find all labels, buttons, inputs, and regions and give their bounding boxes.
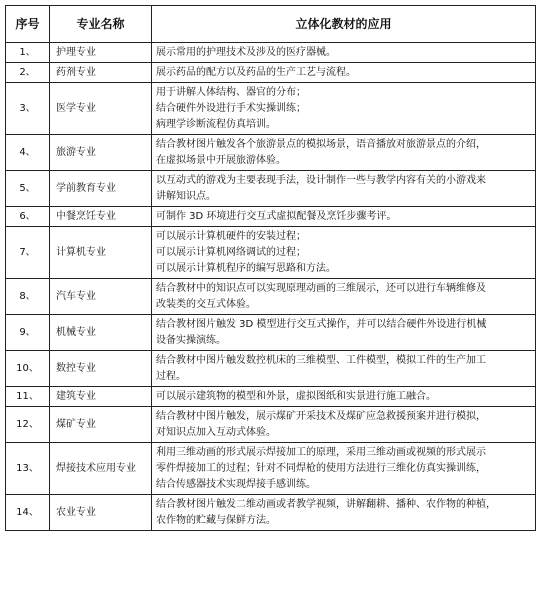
description-line: 设备实操演练。: [156, 334, 226, 346]
table-row: [6, 315, 536, 351]
description-line: 可以展示建筑物的模型和外景，虚拟图纸和实景进行施工融合。: [156, 390, 436, 402]
table-body: [6, 43, 536, 531]
description-line: 病理学诊断流程仿真培训。: [156, 118, 276, 130]
table-row: [6, 387, 536, 407]
table-row: [6, 351, 536, 387]
description-line: 过程。: [156, 370, 186, 382]
table-row: [6, 443, 536, 495]
major-name: 数控专业: [50, 351, 152, 387]
application-description: [152, 443, 536, 495]
row-number: 10、: [6, 351, 50, 387]
row-number: 1、: [6, 43, 50, 63]
row-number: 12、: [6, 407, 50, 443]
table-row: [6, 43, 536, 63]
application-description: [152, 207, 536, 227]
application-description: [152, 387, 536, 407]
major-name: 汽车专业: [50, 279, 152, 315]
application-description: [152, 43, 536, 63]
row-number: 8、: [6, 279, 50, 315]
major-name: 医学专业: [50, 83, 152, 135]
description-line: 用于讲解人体结构、器官的分布；: [156, 86, 306, 98]
description-line: 结合传感器技术实现焊接手感训练。: [156, 478, 316, 490]
major-name: 焊接技术应用专业: [50, 443, 152, 495]
description-line: 讲解知识点。: [156, 190, 216, 202]
description-line: 以互动式的游戏为主要表现手法，设计制作一些与教学内容有关的小游戏来: [156, 174, 486, 186]
table-row: [6, 279, 536, 315]
description-line: 结合教材图片触发二维动画或者教学视频，讲解翻耕、播种、农作物的种植，: [156, 498, 496, 510]
application-description: [152, 83, 536, 135]
row-number: 14、: [6, 495, 50, 531]
table-row: [6, 63, 536, 83]
description-line: 可以展示计算机程序的编写思路和方法。: [156, 262, 336, 274]
description-line: 结合教材中的知识点可以实现原理动画的三维展示，还可以进行车辆维修及: [156, 282, 486, 294]
major-name: 护理专业: [50, 43, 152, 63]
row-number: 9、: [6, 315, 50, 351]
major-name: 农业专业: [50, 495, 152, 531]
header-application: 立体化教材的应用: [152, 6, 536, 43]
table-header-row: [6, 6, 536, 43]
description-line: 可以展示计算机网络调试的过程；: [156, 246, 306, 258]
description-line: 农作物的贮藏与保鲜方法。: [156, 514, 276, 526]
description-line: 结合教材中图片触发数控机床的三维模型、工件模型，模拟工件的生产加工: [156, 354, 486, 366]
description-line: 可制作 3D 环境进行交互式虚拟配餐及烹饪步骤考评。: [156, 210, 397, 222]
application-description: [152, 171, 536, 207]
description-line: 零件焊接加工的过程；针对不同焊枪的使用方法进行三维化仿真实操训练，: [156, 462, 486, 474]
description-line: 在虚拟场景中开展旅游体验。: [156, 154, 286, 166]
application-description: [152, 495, 536, 531]
table-row: [6, 227, 536, 279]
row-number: 7、: [6, 227, 50, 279]
row-number: 13、: [6, 443, 50, 495]
description-line: 结合教材中图片触发，展示煤矿开采技术及煤矿应急救援预案并进行模拟，: [156, 410, 486, 422]
major-name: 建筑专业: [50, 387, 152, 407]
description-line: 结合教材图片触发各个旅游景点的模拟场景，语音播放对旅游景点的介绍，: [156, 138, 486, 150]
row-number: 4、: [6, 135, 50, 171]
table-row: [6, 207, 536, 227]
major-name: 药剂专业: [50, 63, 152, 83]
application-description: [152, 63, 536, 83]
table-row: [6, 495, 536, 531]
row-number: 6、: [6, 207, 50, 227]
application-description: [152, 351, 536, 387]
application-description: [152, 407, 536, 443]
description-line: 展示药品的配方以及药品的生产工艺与流程。: [156, 66, 356, 78]
major-name: 学前教育专业: [50, 171, 152, 207]
description-line: 结合硬件外设进行手术实操训练；: [156, 102, 306, 114]
header-major: 专业名称: [50, 6, 152, 43]
header-no: 序号: [6, 6, 50, 43]
row-number: 5、: [6, 171, 50, 207]
description-line: 可以展示计算机硬件的安装过程；: [156, 230, 306, 242]
major-name: 中餐烹饪专业: [50, 207, 152, 227]
description-line: 对知识点加入互动式体验。: [156, 426, 276, 438]
row-number: 11、: [6, 387, 50, 407]
description-line: 改装类的交互式体验。: [156, 298, 256, 310]
application-description: [152, 315, 536, 351]
description-line: 展示常用的护理技术及涉及的医疗器械。: [156, 46, 336, 58]
major-name: 机械专业: [50, 315, 152, 351]
application-description: [152, 227, 536, 279]
major-name: 计算机专业: [50, 227, 152, 279]
row-number: 3、: [6, 83, 50, 135]
row-number: 2、: [6, 63, 50, 83]
application-table: [5, 5, 536, 531]
application-description: [152, 135, 536, 171]
major-name: 煤矿专业: [50, 407, 152, 443]
description-line: 利用三维动画的形式展示焊接加工的原理，采用三维动画或视频的形式展示: [156, 446, 486, 458]
table-row: [6, 171, 536, 207]
table-row: [6, 407, 536, 443]
description-line: 结合教材图片触发 3D 模型进行交互式操作，并可以结合硬件外设进行机械: [156, 318, 487, 330]
table-row: [6, 83, 536, 135]
major-name: 旅游专业: [50, 135, 152, 171]
table-row: [6, 135, 536, 171]
application-description: [152, 279, 536, 315]
